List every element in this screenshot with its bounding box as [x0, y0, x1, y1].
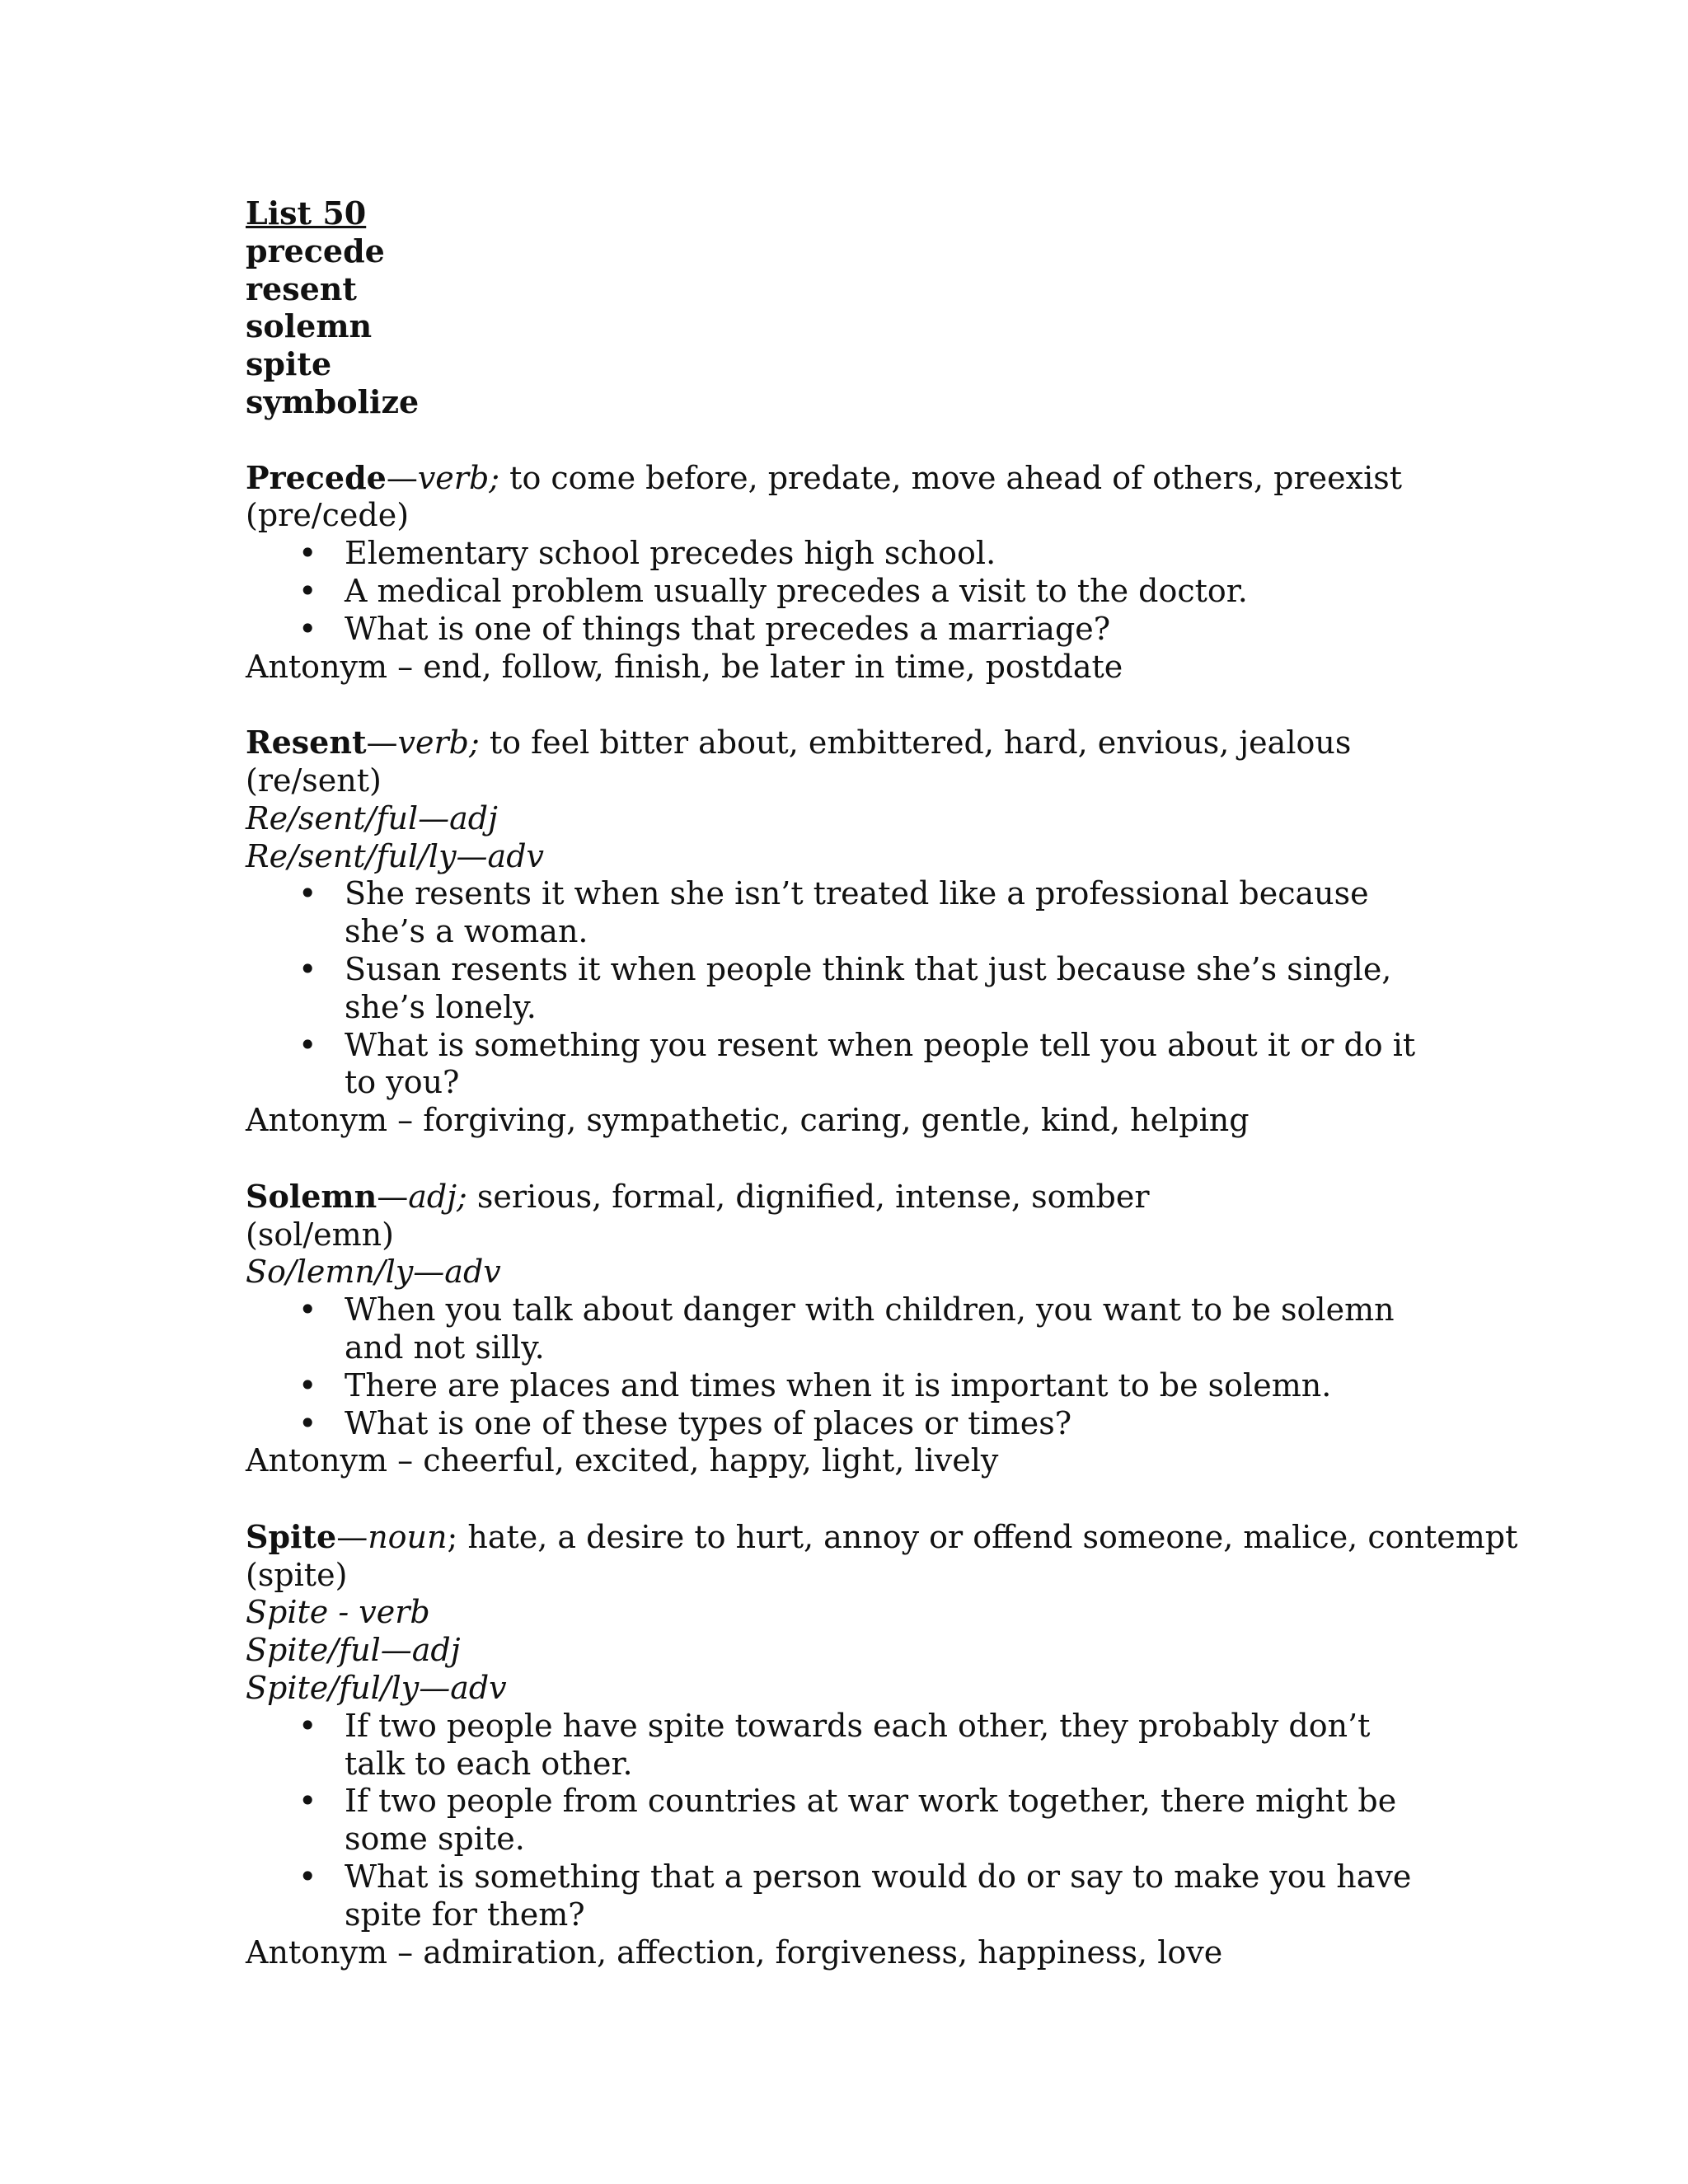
spacer	[246, 421, 1465, 459]
entry-heading	[246, 459, 1465, 498]
entry-heading	[246, 1517, 1518, 1557]
word-form: Re/sent/ful/ly—adv	[246, 837, 545, 874]
spacer	[246, 686, 1465, 724]
bullet-icon: •	[298, 535, 317, 572]
example-item: • She resents it when she isn’t treated like a professional because she’s a woman.	[298, 875, 1369, 950]
bullet-icon: •	[298, 1783, 317, 1820]
entry-heading	[246, 1178, 1465, 1216]
example-item: • There are places and times when it is important to be solemn.	[298, 1366, 1332, 1404]
antonym-line: Antonym – forgiving, sympathetic, caring, gentle, kind, helping	[246, 1102, 1250, 1139]
syllables: (re/sent)	[246, 762, 382, 799]
headword: Precede	[246, 458, 387, 496]
example-item: • What is something that a person would do or say to make you have spite for them?	[298, 1858, 1412, 1933]
example-item: • A medical problem usually precedes a visit to the doctor.	[298, 572, 1248, 609]
dash: —	[377, 1178, 409, 1215]
definition: serious, formal, dignified, intense, somber	[467, 1178, 1150, 1215]
example-item: • What is something you resent when people tell you about it or do it to you?	[298, 1026, 1416, 1101]
document-page	[246, 194, 1518, 1971]
dash: —	[386, 459, 418, 496]
entry-spite	[246, 1517, 1518, 1972]
bullet-icon: •	[298, 1707, 317, 1744]
bullet-icon: •	[298, 950, 317, 987]
bullet-icon: •	[298, 875, 317, 912]
word-list-item: spite	[246, 345, 332, 383]
bullet-icon: •	[298, 1858, 317, 1896]
example-list	[246, 875, 1465, 1102]
definition: to come before, predate, move ahead of others, preexist	[499, 459, 1403, 496]
example-list	[246, 1291, 1465, 1442]
example-list	[246, 1708, 1465, 1934]
word-form: Re/sent/ful—adj	[246, 799, 498, 837]
part-of-speech: verb;	[397, 724, 480, 762]
bullet-icon: •	[298, 1404, 317, 1441]
example-item: • What is one of these types of places or times?	[298, 1404, 1072, 1441]
example-item: • If two people have spite towards each other, they probably don’t talk to each other.	[298, 1707, 1371, 1782]
entry-resent	[246, 724, 1465, 1140]
antonym-line: Antonym – cheerful, excited, happy, light, lively	[246, 1442, 999, 1479]
example-item: • If two people from countries at war work together, there might be some spite.	[298, 1783, 1397, 1858]
entry-precede	[246, 459, 1465, 687]
part-of-speech: noun	[368, 1518, 448, 1555]
antonym-line: Antonym – admiration, affection, forgiveness, happiness, love	[246, 1933, 1223, 1971]
spacer	[246, 1140, 1465, 1178]
entry-heading	[246, 724, 1465, 762]
bullet-icon: •	[298, 1366, 317, 1404]
bullet-icon: •	[298, 1026, 317, 1063]
word-form: Spite/ful/ly—adv	[246, 1670, 507, 1707]
word-list-item: symbolize	[246, 382, 420, 420]
entry-solemn	[246, 1178, 1465, 1480]
example-item: • When you talk about danger with children, you want to be solemn and not silly.	[298, 1291, 1395, 1366]
example-item: • Susan resents it when people think that just because she’s single, she’s lonely.	[298, 950, 1392, 1025]
syllables: (sol/emn)	[246, 1216, 394, 1253]
example-item: • What is one of things that precedes a marriage?	[298, 610, 1111, 647]
bullet-icon: •	[298, 610, 317, 647]
syllables: (pre/cede)	[246, 497, 410, 534]
list-title: List 50	[246, 194, 367, 232]
word-form: So/lemn/ly—adv	[246, 1254, 501, 1291]
part-of-speech: adj;	[408, 1178, 467, 1215]
dash: —	[336, 1518, 368, 1555]
word-list-item: resent	[246, 269, 357, 307]
example-item: • Elementary school precedes high school.	[298, 535, 996, 572]
word-list-item: solemn	[246, 307, 373, 345]
definition: to feel bitter about, embittered, hard, envious, jealous	[479, 724, 1352, 762]
headword: Resent	[246, 724, 367, 762]
headword: Solemn	[246, 1177, 377, 1215]
dash: —	[366, 724, 398, 762]
syllables: (spite)	[246, 1556, 348, 1593]
headword: Spite	[246, 1517, 337, 1555]
example-list	[246, 535, 1465, 648]
definition: ; hate, a desire to hurt, annoy or offend someone, malice, contempt	[447, 1518, 1518, 1555]
spacer	[246, 1480, 1465, 1518]
part-of-speech: verb;	[417, 459, 500, 496]
bullet-icon: •	[298, 1291, 317, 1329]
word-list	[246, 232, 1465, 421]
word-form: Spite/ful—adj	[246, 1632, 461, 1669]
word-list-item: precede	[246, 232, 385, 269]
bullet-icon: •	[298, 572, 317, 609]
antonym-line: Antonym – end, follow, finish, be later in time, postdate	[246, 648, 1123, 685]
word-form: Spite - verb	[246, 1594, 430, 1631]
